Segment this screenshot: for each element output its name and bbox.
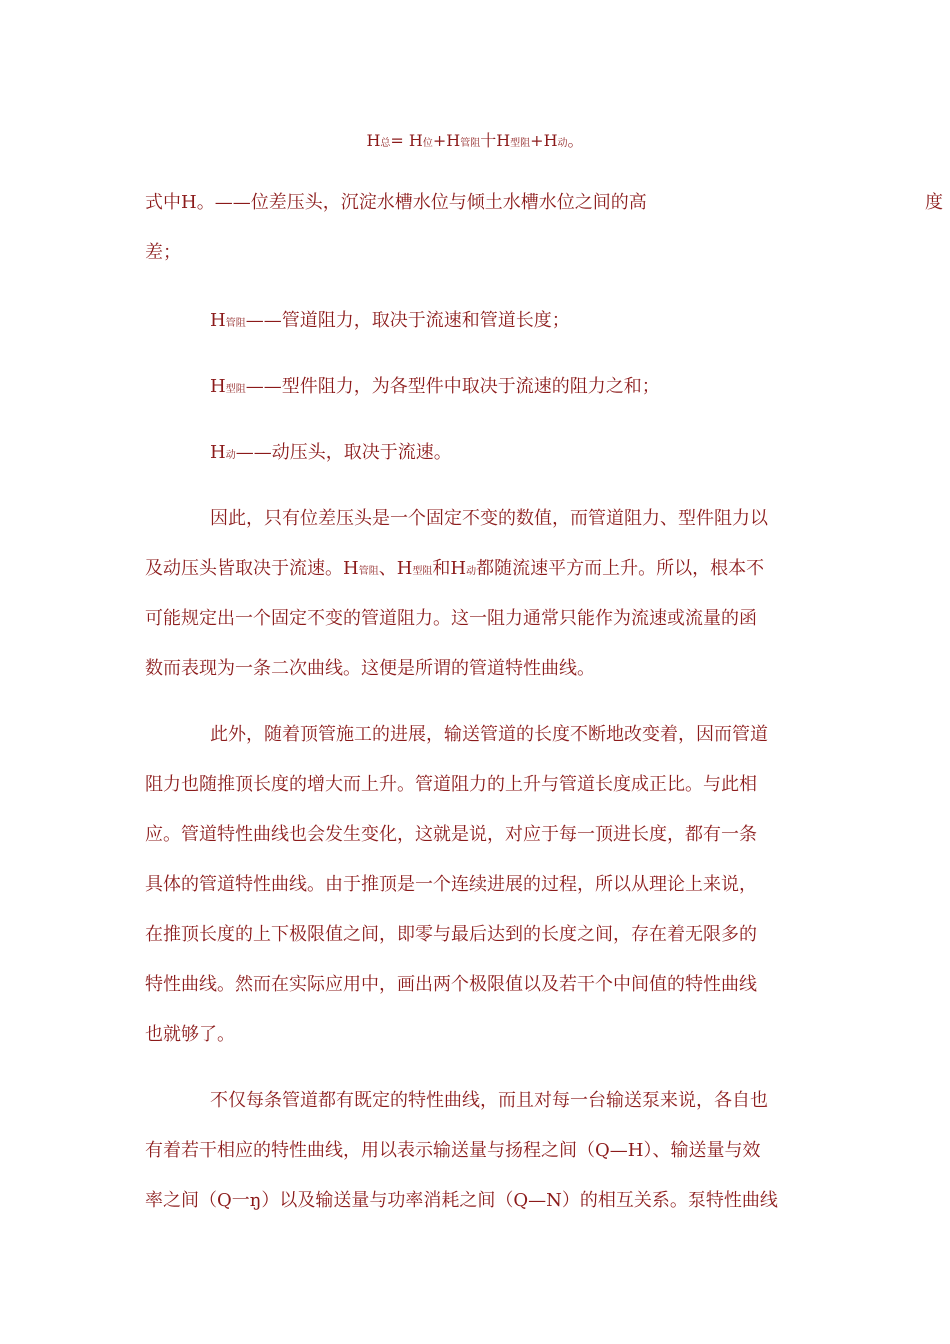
definition-intro-line-1 bbox=[145, 190, 943, 216]
para-text: 都随流速平方而上升。所以，根本不 bbox=[476, 558, 765, 579]
def-symbol: H bbox=[210, 442, 226, 463]
paragraph-1-line-1: 因此，只有位差压头是一个固定不变的数值，而管道阻力、型件阻力以 bbox=[210, 508, 768, 529]
definition-intro-text: 式中H。——位差压头，沉淀水槽水位与倾土水槽水位之间的高 bbox=[145, 192, 647, 213]
def-symbol: H bbox=[210, 376, 226, 397]
formula-subscript: 总 bbox=[380, 138, 391, 149]
formula-subscript: 位 bbox=[422, 138, 433, 149]
para-subscript: 管阻 bbox=[358, 566, 379, 577]
formula-operator: + bbox=[530, 131, 544, 150]
paragraph-2-line-4: 具体的管道特性曲线。由于推顶是一个连续进展的过程，所以从理论上来说， bbox=[145, 874, 757, 895]
paragraph-3-line-1: 不仅每条管道都有既定的特性曲线，而且对每一台输送泵来说，各自也 bbox=[210, 1090, 768, 1111]
formula-term: H bbox=[496, 131, 511, 150]
def-text: ——型件阻力，为各型件中取决于流速的阻力之和； bbox=[245, 376, 660, 397]
formula-subscript: 动 bbox=[557, 138, 568, 149]
definition-intro-tail: 度 bbox=[925, 192, 943, 213]
paragraph-2-line-6: 特性曲线。然而在实际应用中，画出两个极限值以及若干个中间值的特性曲线 bbox=[145, 974, 757, 995]
formula-period: 。 bbox=[567, 131, 584, 150]
formula-subscript: 管阻 bbox=[460, 138, 481, 149]
paragraph-2-line-3: 应。管道特性曲线也会发生变化，这就是说，对应于每一顶进长度，都有一条 bbox=[145, 824, 757, 845]
paragraph-1-line-2 bbox=[145, 556, 805, 585]
def-subscript: 动 bbox=[225, 450, 236, 461]
para-text: 和H bbox=[432, 558, 467, 579]
para-text: 及动压头皆取决于流速。H bbox=[145, 558, 359, 579]
paragraph-1-line-4: 数而表现为一条二次曲线。这便是所谓的管道特性曲线。 bbox=[145, 658, 595, 679]
paragraph-2-line-1: 此外，随着顶管施工的进展，输送管道的长度不断地改变着，因而管道 bbox=[210, 724, 768, 745]
formula-operator: = bbox=[390, 131, 409, 150]
paragraph-1-line-3: 可能规定出一个固定不变的管道阻力。这一阻力通常只能作为流速或流量的函 bbox=[145, 608, 757, 629]
definition-pipe-resistance bbox=[210, 308, 870, 337]
formula-term: H bbox=[366, 131, 381, 150]
def-text: ——管道阻力，取决于流速和管道长度； bbox=[245, 310, 570, 331]
def-subscript: 管阻 bbox=[225, 318, 246, 329]
paragraph-2-line-2: 阻力也随推顶长度的增大而上升。管道阻力的上升与管道长度成正比。与此相 bbox=[145, 774, 757, 795]
formula-subscript: 型阻 bbox=[510, 138, 531, 149]
para-subscript: 型阻 bbox=[412, 566, 433, 577]
definition-dynamic-head bbox=[210, 440, 870, 469]
formula-term: H bbox=[543, 131, 558, 150]
def-subscript: 型阻 bbox=[225, 384, 246, 395]
formula-term: H bbox=[408, 131, 423, 150]
def-text: ——动压头，取决于流速。 bbox=[235, 442, 452, 463]
def-symbol: H bbox=[210, 310, 226, 331]
paragraph-3-line-2: 有着若干相应的特性曲线，用以表示输送量与扬程之间（Q—H）、输送量与效 bbox=[145, 1140, 761, 1161]
paragraph-3-line-3: 率之间（Q一ŋ）以及输送量与功率消耗之间（Q—N）的相互关系。泵特性曲线 bbox=[145, 1190, 778, 1211]
definition-intro-line-2: 差； bbox=[145, 242, 181, 263]
paragraph-2-line-7: 也就够了。 bbox=[145, 1024, 235, 1045]
formula-term: H bbox=[446, 131, 461, 150]
head-formula bbox=[0, 128, 950, 151]
formula-operator: 十 bbox=[480, 131, 497, 150]
paragraph-2-line-5: 在推顶长度的上下极限值之间，即零与最后达到的长度之间，存在着无限多的 bbox=[145, 924, 757, 945]
definition-fitting-resistance bbox=[210, 374, 870, 403]
para-text: 、H bbox=[378, 558, 413, 579]
formula-operator: + bbox=[432, 131, 447, 150]
para-subscript: 动 bbox=[466, 566, 477, 577]
